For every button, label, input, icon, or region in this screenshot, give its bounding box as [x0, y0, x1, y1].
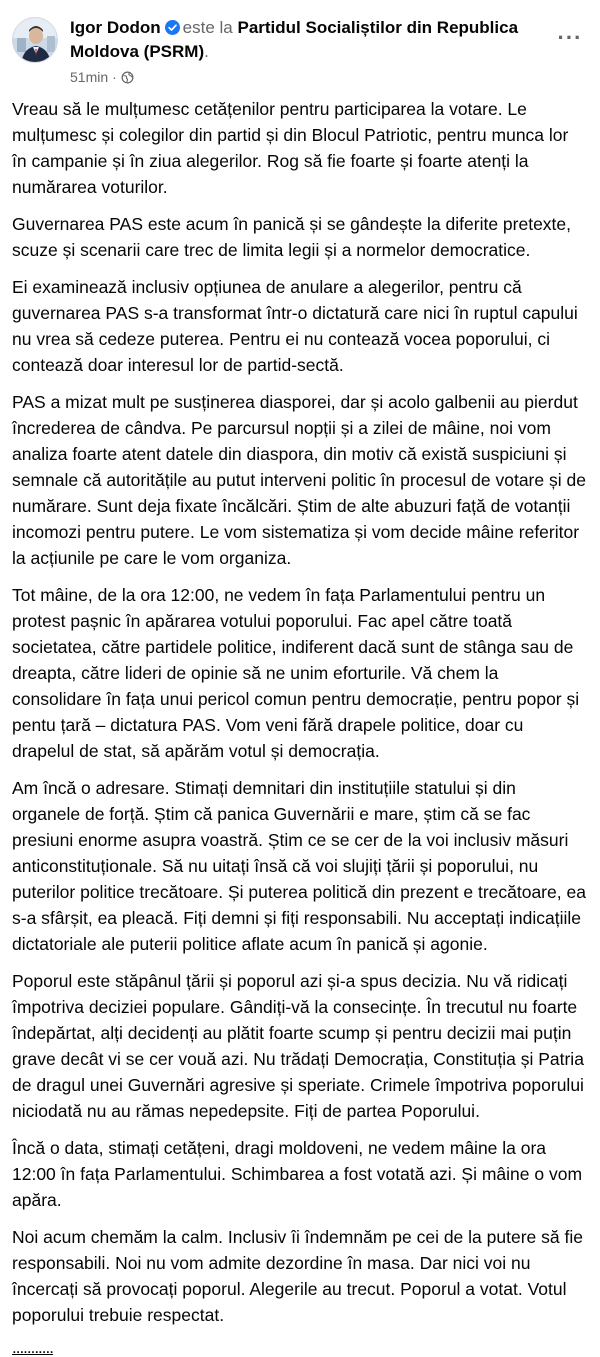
page-link[interactable]: Partidul Socialiștilor din Republica Moldova (PSRM): [70, 18, 519, 61]
post-paragraph: PAS a mizat mult pe susținerea diasporei, dar și acolo galbenii au pierdut încrederea de cândva. Pe parcursul nopții și a zilei de mâine, noi vom analiza foarte atent datele din diaspora, din motiv că există suspiciuni și semnale că autoritățile au putut interveni politic în procesul de votare și de numărare. Sunt deja fixate încălcări. Știm de alte abuzuri față de votanții incomozi pentru putere. Le vom sistematiza și vom decide mâine referitor la acțiunile pe care le vom organiza.: [12, 392, 586, 568]
post-paragraph: Vreau să le mulțumesc cetățenilor pentru participarea la votare. Le mulțumesc și colegilor din partid și din Blocul Patriotic, pentru munca lor în campanie și în ziua alegerilor. Rog să fie foarte și foarte atenți la numărarea voturilor.: [12, 99, 569, 197]
more-options-icon: ···: [557, 25, 583, 50]
post-header: [0, 0, 600, 95]
post-body: [12, 96, 587, 1357]
post-paragraph: Ei examinează inclusiv opțiunea de anulare a alegerilor, pentru că guvernarea PAS s-a transformat într-o dictatură care nici în ruptul capului nu vrea să cedeze puterea. Pentru ei nu contează vocea poporului, ci contează doar interesul lor de partid-sectă.: [12, 277, 578, 375]
post-paragraph: Guvernarea PAS este acum în panică și se gândește la diferite pretexte, scuze și scenarii care trec de limita legii și a normelor democratice.: [12, 214, 572, 260]
avatar-photo-icon: [13, 18, 58, 63]
verified-badge-icon: [165, 20, 180, 35]
post-paragraph: Noi acum chemăm la calm. Inclusiv îi îndemnăm pe cei de la putere să fie responsabili. Noi nu vom admite dezordine în masa. Dar nici voi nu încercați să provocați poporul. Alegerile au trecut. Poporul a votat. Votul poporului trebuie respectat.: [12, 1227, 583, 1325]
author-avatar[interactable]: [12, 17, 58, 63]
post-paragraph: Tot mâine, de la ora 12:00, ne vedem în fața Parlamentului pentru un protest pașnic în apărarea votului poporului. Fac apel către toată societatea, către partidele politice, indiferent dacă sunt de stânga sau de dreapta, către lideri de opinie să ne unim eforturile. Vă chem la consolidare în fața unui pericol comun pentru democrație, pentru popor și pentu țară – dictatura PAS. Vom veni fără drapele politice, doar cu drapelul de stat, să apărăm votul și democrația.: [12, 585, 580, 761]
trailing-ellipsis: ...........: [12, 1338, 53, 1357]
author-name[interactable]: Igor Dodon: [70, 18, 161, 37]
post-meta: [70, 68, 134, 86]
more-options-button[interactable]: [554, 26, 586, 50]
author-line: [70, 16, 540, 64]
meta-separator: ·: [112, 69, 117, 85]
check-in-connector: este la: [182, 18, 233, 37]
page-suffix: .: [204, 42, 209, 61]
post-paragraph: Încă o data, stimați cetățeni, dragi moldoveni, ne vedem mâine la ora 12:00 în fața Parlamentului. Schimbarea a fost votată azi. Și mâine o vom apăra.: [12, 1138, 583, 1210]
post-timestamp[interactable]: 51min: [70, 69, 109, 85]
globe-icon[interactable]: [121, 71, 134, 84]
post-paragraph: Am încă o adresare. Stimați demnitari din instituțiile statului și din organele de forță. Știm că panica Guvernării e mare, știm că se fac presiuni enorme asupra voastră. Știm ce se cer de la voi inclusiv măsuri anticonstituționale. Să nu uitați însă că voi slujiți țării și poporului, nu puterilor politice trecătoare. Și puterea politică din prezent e trecătoare, ea s-a sfârșit, ea pleacă. Fiți demni și fiți responsabili. Nu acceptați indicațiile dictatoriale ale puterii politice aflate acum în panică și agonie.: [12, 778, 586, 954]
post-paragraph: Poporul este stăpânul țării și poporul azi și-a spus decizia. Nu vă ridicați împotriva deciziei populare. Gândiți-vă la consecințe. În trecutul nu foarte îndepărtat, alți decidenți au plătit foarte scump și pentru decizii mai puțin grave decât vi se cer vouă azi. Nu trădați Democrația, Constituția și Patria de dragul unei Guvernări agresive și speriate. Crimele împotriva poporului niciodată nu au rămas nepedepsite. Fiți de partea Poporului.: [12, 971, 584, 1121]
